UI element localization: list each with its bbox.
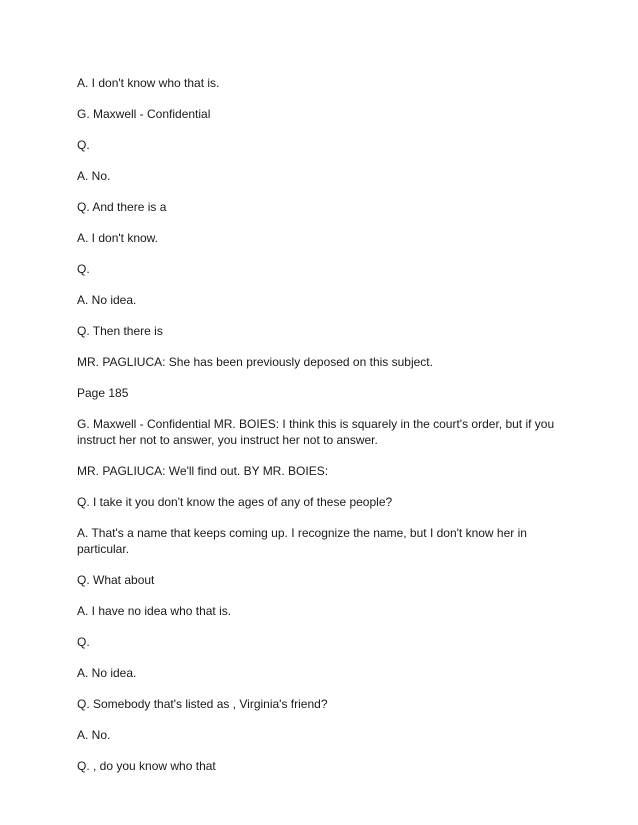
confidential-header: G. Maxwell - Confidential xyxy=(77,107,211,121)
transcript-paragraph: A. I have no idea who that is. xyxy=(77,604,232,618)
transcript-paragraph: Q. Then there is xyxy=(77,324,163,338)
transcript-paragraph: Q. xyxy=(77,635,90,649)
transcript-paragraph: A. I don't know. xyxy=(77,231,159,245)
transcript-paragraph: A. No idea. xyxy=(77,666,137,680)
transcript-paragraph: Q. What about xyxy=(77,573,155,587)
transcript-paragraph: Q. xyxy=(77,262,90,276)
transcript-paragraph: Q. I take it you don't know the ages of any of these people? xyxy=(77,495,393,509)
transcript-paragraph: Q. And there is a xyxy=(77,200,167,214)
transcript-paragraph: Q. Somebody that's listed as , Virginia's friend? xyxy=(77,697,328,711)
transcript-paragraph: G. Maxwell - Confidential MR. BOIES: I think this is squarely in the court's order, but if you instruct her not to answer, you instruct her not to answer. xyxy=(77,417,555,447)
transcript-paragraph: A. I don't know who that is. xyxy=(77,76,220,90)
transcript-paragraph: Q. xyxy=(77,138,90,152)
transcript-paragraph: Q. , do you know who that xyxy=(77,759,216,773)
transcript-paragraph: A. No idea. xyxy=(77,293,137,307)
transcript-paragraph: A. No. xyxy=(77,169,111,183)
transcript-paragraph: MR. PAGLIUCA: She has been previously deposed on this subject. xyxy=(77,355,433,369)
transcript-paragraph: A. That's a name that keeps coming up. I recognize the name, but I don't know her in particular. xyxy=(77,526,527,556)
page-number: Page 185 xyxy=(77,386,129,400)
transcript-body xyxy=(77,75,567,789)
transcript-paragraph: A. No. xyxy=(77,728,111,742)
transcript-paragraph: MR. PAGLIUCA: We'll find out. BY MR. BOIES: xyxy=(77,464,329,478)
